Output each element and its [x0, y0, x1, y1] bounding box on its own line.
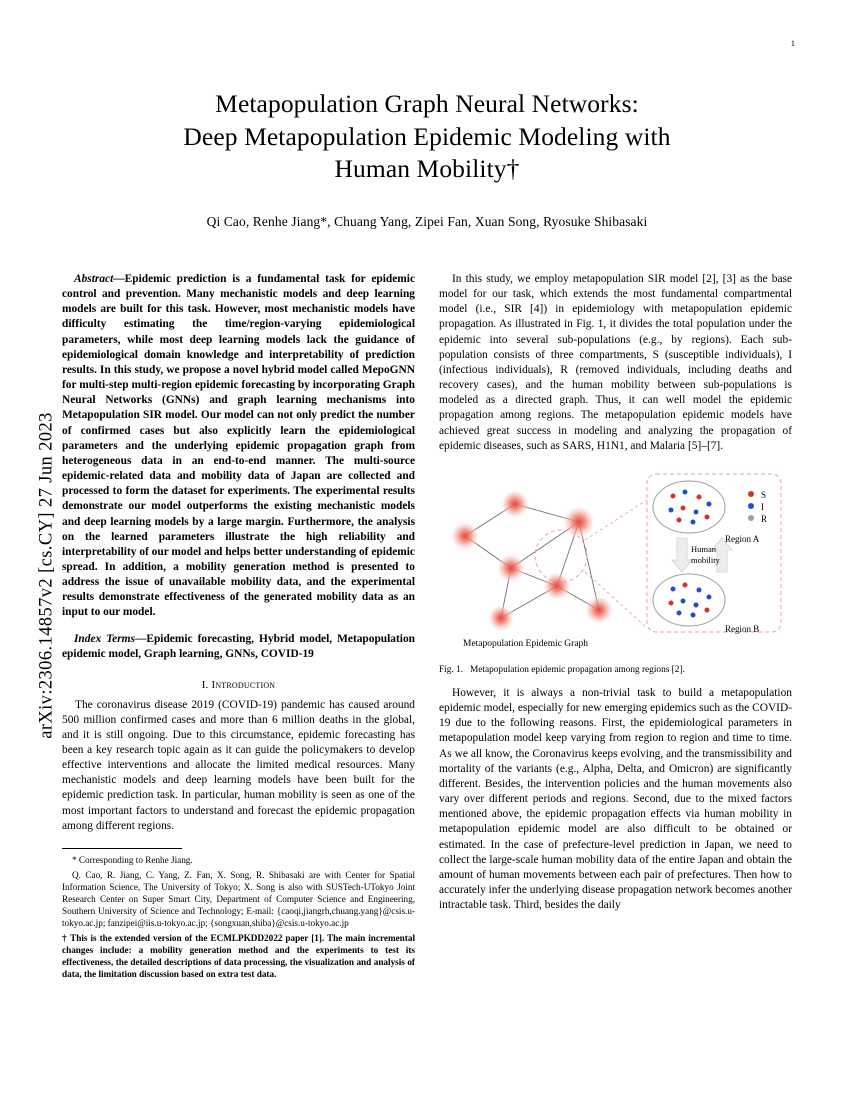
- page-title: [62, 88, 792, 186]
- index-terms-block: [62, 632, 415, 662]
- footnote-3: † This is the extended version of the ECMLPKDD2022 paper [1]. The main incremental changes include: a mobility generation method and the experiments to test its effectiveness, the detailed descriptions of data processing, the visualization and analysis of data, the limitation discussion based on extra test data.: [62, 932, 415, 979]
- footnote-1: * Corresponding to Renhe Jiang.: [72, 854, 193, 865]
- legend-symbol-r: R: [761, 513, 768, 524]
- index-terms-label: Index Terms—: [74, 632, 147, 645]
- footnote-divider: [62, 848, 182, 849]
- figure-1-graphic: [439, 460, 792, 655]
- mobility-label-line-1: Human: [691, 543, 717, 554]
- footnote-2: Q. Cao, R. Jiang, C. Yang, Z. Fan, X. Song, R. Shibasaki are with Center for Spatial Information Science, The University of Tokyo; X. Song is also with SUSTech-UTokyo Joint Research Center on Super Smart City, Department of Computer Science and Engineering, Southern University of Science and Technology; E-mail: {caoqi,jiangrh,chuang.yang}@csis.u-tokyo.ac.jp; fanzipei@iis.u-tokyo.ac.jp; {songxuan,shiba}@csis.u-tokyo.ac.jp: [62, 869, 415, 928]
- abstract-text: Epidemic prediction is a fundamental task for epidemic control and prevention. Many mechanistic models and deep learning models are built for this task. However, most mechanistic models have difficulty estimating the time/region-varying epidemiological parameters, while most deep learning models lack the guidance of epidemiological domain knowledge and interpretability of prediction results. In this study, we propose a novel hybrid model called MepoGNN for multi-step multi-region epidemic forecasting by incorporating Graph Neural Networks (GNNs) and graph learning mechanisms into Metapopulation SIR model. Our model can not only predict the number of confirmed cases but also explicitly learn the epidemiological parameters and the underlying epidemic propagation graph from heterogeneous data in an end-to-end manner. The multi-source epidemic-related data and mobility data of Japan are collected and processed to form the dataset for experiments. The experimental results demonstrate our model outperforms the existing mechanistic models and deep learning models by a large margin. Furthermore, the analysis on the learned parameters illustrate the high reliability and interpretability of our model and helps better understanding of epidemic spread. In addition, a mobility generation method is presented to address the issue of unavailable mobility data, and the experimental results demonstrate effectiveness of the generated mobility data as an input to our model.: [62, 273, 415, 619]
- page-number: 1: [790, 38, 795, 48]
- metapopulation-diagram-svg: [439, 460, 792, 655]
- arxiv-stamp: arXiv:2306.14857v2 [cs.CY] 27 Jun 2023: [36, 412, 57, 739]
- abstract-label: Abstract—: [74, 273, 125, 285]
- index-terms-text: Epidemic forecasting, Hybrid model, Metapopulation epidemic model, Graph learning, GNNs, COVID-19: [62, 632, 415, 660]
- two-column-body: [62, 272, 792, 983]
- figure-caption-label: Fig. 1.: [439, 664, 464, 675]
- region-a-label: Region A: [725, 533, 760, 544]
- mobility-label-line-2: mobility: [691, 554, 720, 565]
- author-list: Qi Cao, Renhe Jiang*, Chuang Yang, Zipei Fan, Xuan Song, Ryosuke Shibasaki: [206, 213, 648, 229]
- region-b-dots: [669, 582, 712, 617]
- region-a-dots: [669, 489, 712, 524]
- graph-label: Metapopulation Epidemic Graph: [463, 638, 589, 649]
- figure-1: [439, 460, 792, 676]
- figure-1-caption: [439, 664, 792, 676]
- figure-legend: [748, 490, 767, 524]
- intro-paragraph-1: The coronavirus disease 2019 (COVID-19) pandemic has caused around 500 million confirmed cases and more than 6 million deaths in the global, and it is still ongoing. Due to this circumstance, epidemic forecasting has been a key research topic again as it can guide the policymakers to develop effective interventions and allocate the limited medical resources. Many mechanistic models and deep learning models have been built for the epidemic prediction task. In particular, human mobility is seen as one of the most important factors to understand and forecast the epidemic propagation among different regions.: [62, 698, 415, 832]
- legend-symbol-s: S: [761, 489, 767, 500]
- figure-caption-text: Metapopulation epidemic propagation among regions [2].: [470, 664, 685, 675]
- right-paragraph-1: In this study, we employ metapopulation SIR model [2], [3] as the base model for our task, which extends the most fundamental compartmental model (i.e., SIR [4]) in epidemiology with metapopulation epidemic propagation. As illustrated in Fig. 1, it divides the total population under the epidemic into several sub-populations (e.g., by regions). Each sub-population consists of three compartments, S (susceptible individuals), I (infectious individuals), R (removed individuals, including deaths and recovery cases), and the human mobility between sub-populations is modeled as a directed graph. Thus, it can well model the epidemic propagation among regions. The metapopulation epidemic models have achieved great success in modeling and analyzing the propagation of epidemic diseases, such as SARS, H1N1, and Malaria [5]–[7].: [439, 273, 792, 452]
- paper-header: [62, 70, 792, 230]
- title-line-1: Metapopulation Graph Neural Networks:: [215, 89, 639, 118]
- region-a-ellipse: [653, 481, 725, 533]
- section-heading-introduction: I. Introduction: [201, 678, 276, 691]
- left-column: [62, 272, 415, 983]
- legend-symbol-i: I: [761, 501, 764, 512]
- region-b-label: Region B: [725, 623, 760, 634]
- title-line-2: Deep Metapopulation Epidemic Modeling with: [183, 121, 671, 151]
- right-paragraph-2: However, it is always a non-trivial task to build a metapopulation epidemic model, especially for new emerging epidemics such as the COVID-19 due to the following reasons. First, the epidemiological parameters in metapopulation model keep varying from region to region and time to time. As we all know, the Coronavirus keeps evolving, and the transmissibility and mortality of the variants (e.g., Alpha, Delta, and Omicron) are significantly different. Besides, the intervention policies and the human movements also vary over different periods and regions. Second, due to the mixed factors mentioned above, the epidemic propagation effects via human mobility in metapopulation epidemic model are also difficult to be obtained or estimated. In the case of prefecture-level prediction in Japan, we need to collect the large-scale human mobility data of the entire Japan and obtain the amount of human movements between each pair of prefectures. Then how to accurately infer the underlying disease propagation network becomes another intractable task. Third, besides the daily: [439, 686, 792, 912]
- graph-nodes: [450, 489, 614, 632]
- abstract-block: [62, 272, 415, 621]
- title-line-3: Human Mobility†: [334, 154, 520, 184]
- right-column: [439, 272, 792, 983]
- region-b-ellipse: [653, 574, 725, 626]
